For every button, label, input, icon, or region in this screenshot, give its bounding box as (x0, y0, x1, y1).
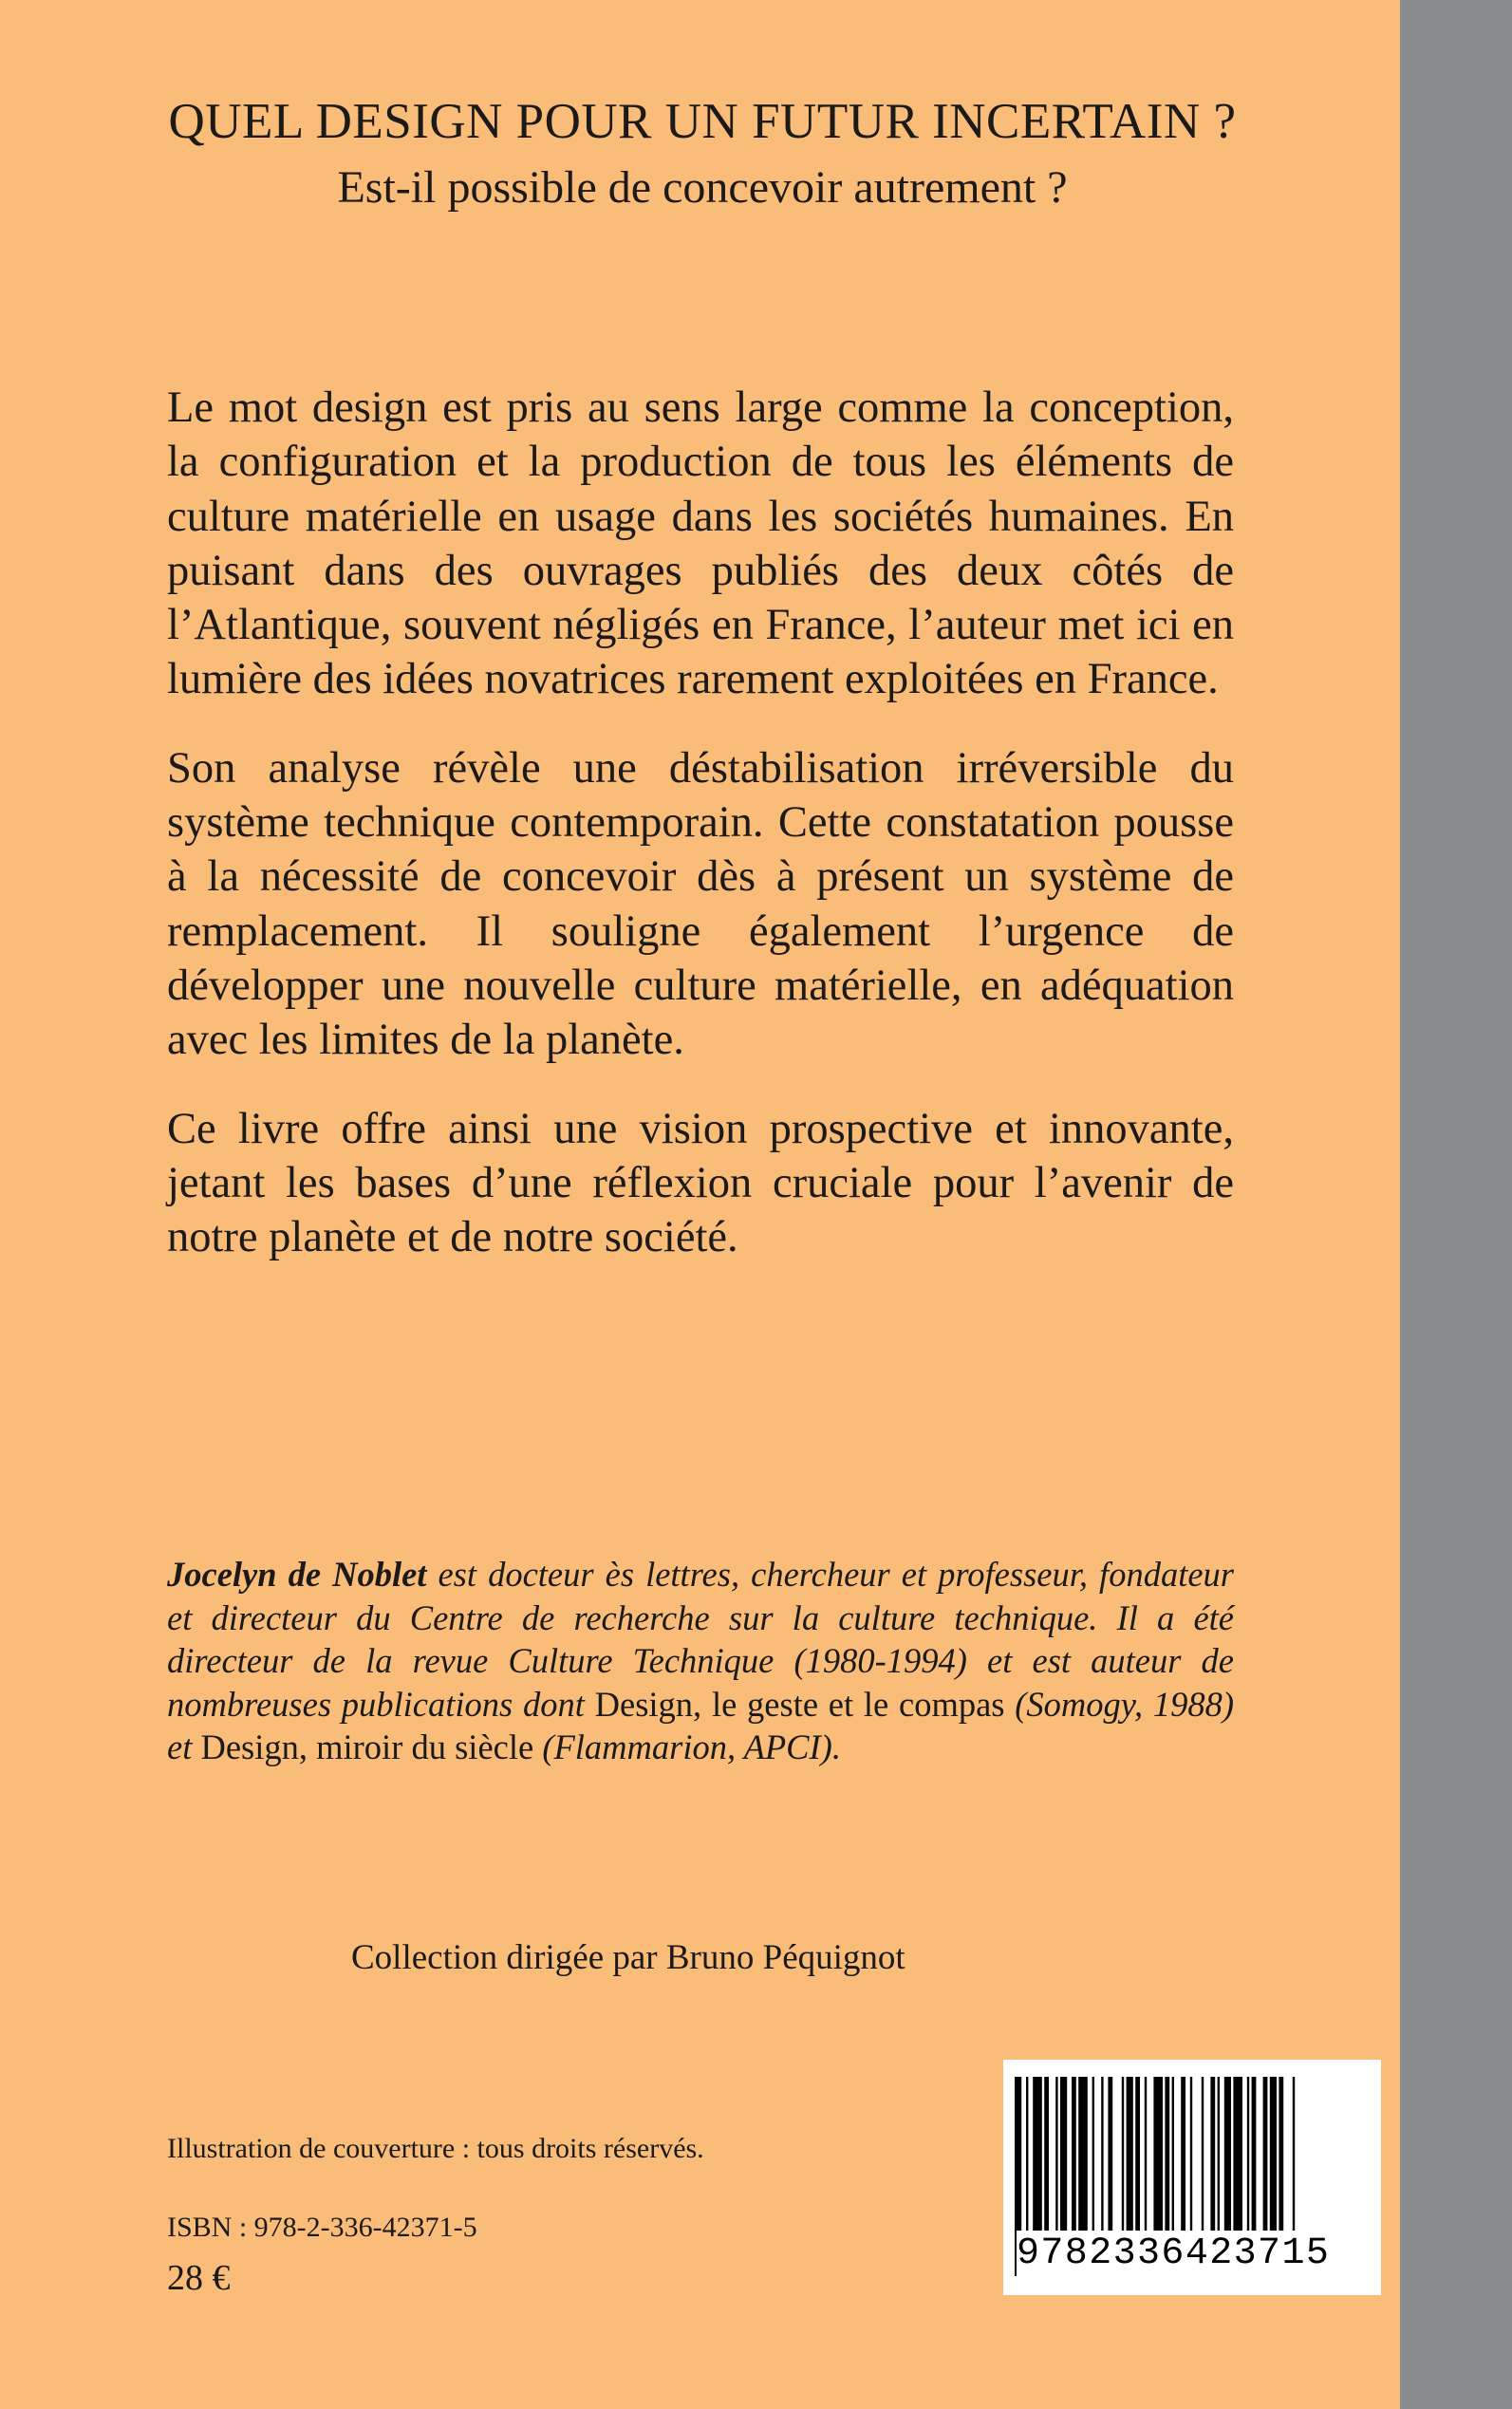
illustration-credit: Illustration de couverture : tous droits réservés. (167, 2133, 704, 2164)
isbn: ISBN : 978-2-336-42371-5 (167, 2212, 477, 2243)
author-bio (167, 1553, 1234, 1769)
bio-book-title-2: Design, miroir du siècle (200, 1727, 534, 1767)
bio-publisher-1: (Somogy, 1988) et (167, 1684, 1234, 1767)
blurb (167, 381, 1234, 1298)
barcode-number: 9782336423715 (1017, 2231, 1373, 2278)
book-title: QUEL DESIGN POUR UN FUTUR INCERTAIN ? (168, 94, 1237, 149)
spine (1400, 0, 1512, 2409)
book-subtitle: Est-il possible de concevoir autrement ? (337, 162, 1068, 213)
barcode (1003, 2060, 1381, 2295)
price: 28 € (167, 2258, 231, 2298)
blurb-paragraph-1: Le mot design est pris au sens large comme la conception, la configuration et la production de tous les éléments de culture matérielle en usage dans les sociétés humaines. En puisant dans des ouvrages publiés des deux côtés de l’Atlantique, souvent négligés en France, l’auteur met ici en lumière des idées novatrices rarement exploitées en France. (167, 383, 1234, 704)
blurb-paragraph-3: Ce livre offre ainsi une vision prospective et innovante, jetant les bases d’une réflexion cruciale pour l’avenir de notre planète et de notre société. (167, 1104, 1234, 1262)
bio-text: est docteur ès lettres, chercheur et professeur, fondateur et directeur du Centre de recherche sur la culture technique. Il a été directeur de la revue Culture Technique (1980-1994) et est auteur de nombreuses publications dont (167, 1555, 1234, 1724)
bio-publisher-2: (Flammarion, APCI). (533, 1727, 841, 1767)
author-name: Jocelyn de Noblet (167, 1555, 427, 1594)
bio-book-title-1: Design, le geste et le compas (594, 1684, 1005, 1724)
collection-credit: Collection dirigée par Bruno Péquignot (351, 1938, 905, 1977)
blurb-paragraph-2: Son analyse révèle une déstabilisation irréversible du système technique contemporain. Cette constatation pousse à la nécessité de concevoir dès à présent un système de remplacement. Il souligne également l’urgence de développer une nouvelle culture matérielle, en adéquation avec les limites de la planète. (167, 743, 1234, 1065)
